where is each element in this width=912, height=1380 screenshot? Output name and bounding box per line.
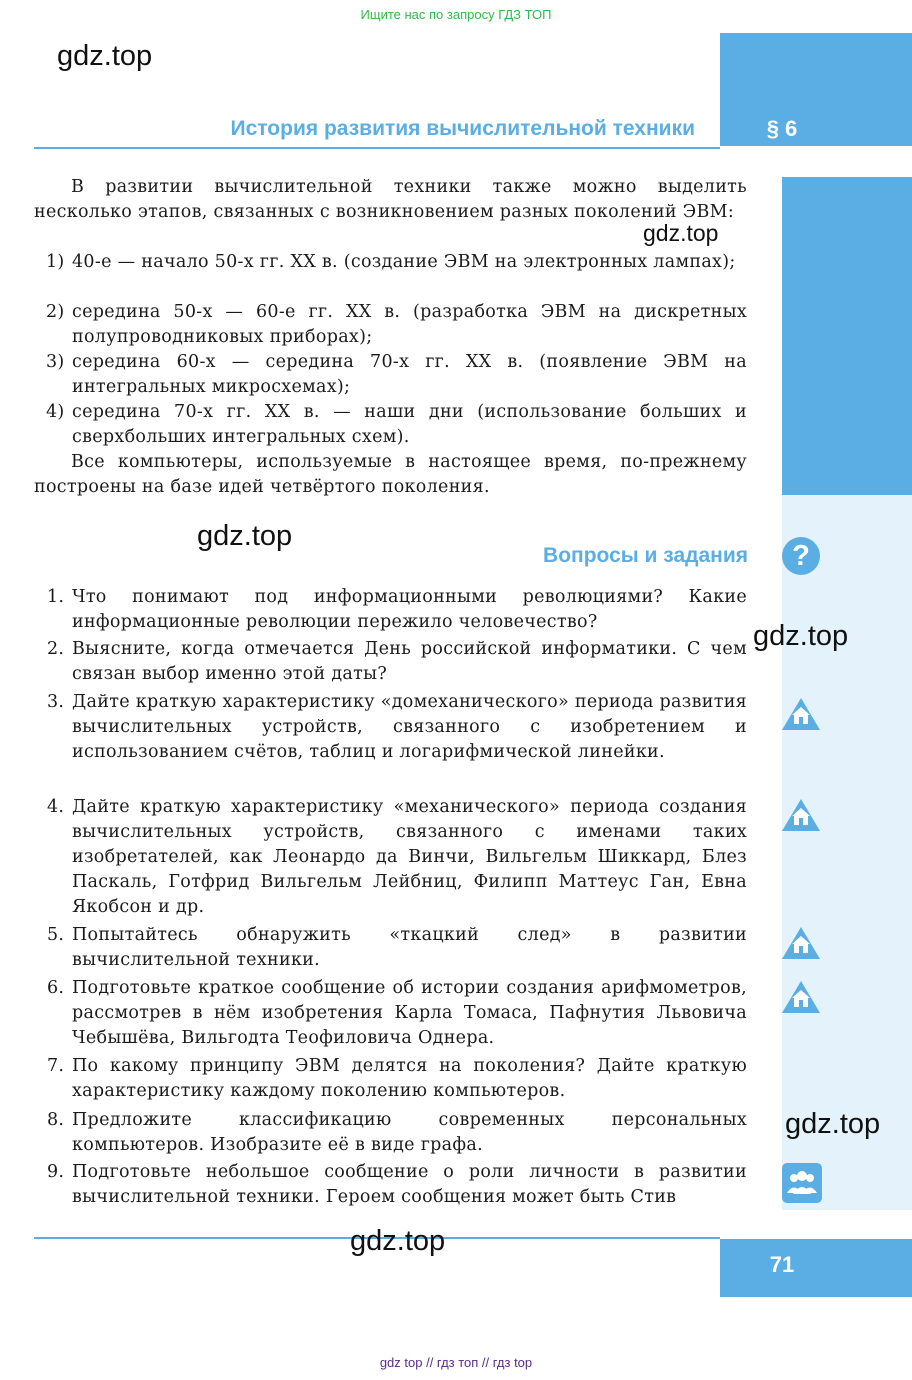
question-number: 3. xyxy=(47,692,65,712)
stage-text: середина 60-х — середина 70-х гг. XX в. (появление ЭВМ на интегральных микросхемах); xyxy=(72,352,747,397)
stage-item xyxy=(34,250,747,275)
stage-text: середина 50-х — 60-е гг. XX в. (разработка ЭВМ на дискретных полупроводниковых приборах); xyxy=(72,302,747,347)
chapter-title: История развития вычислительной техники xyxy=(230,117,695,140)
watermark: gdz.top xyxy=(643,220,719,246)
stage-number: 4) xyxy=(46,402,65,422)
question-text: Что понимают под информационными революциями? Какие информационные революции пережило человечество? xyxy=(72,587,747,632)
home-task-icon xyxy=(781,697,821,731)
home-task-icon xyxy=(781,980,821,1014)
watermark: gdz.top xyxy=(785,1108,881,1140)
question-icon: ? xyxy=(782,537,820,575)
stage-number: 3) xyxy=(46,352,65,372)
question-item xyxy=(34,1054,747,1104)
question-text: По какому принципу ЭВМ делятся на поколения? Дайте краткую характеристику каждому поколению компьютеров. xyxy=(72,1056,747,1101)
question-number: 4. xyxy=(47,797,65,817)
question-number: 1. xyxy=(47,587,65,607)
stage-item xyxy=(34,300,747,350)
question-item xyxy=(34,585,747,635)
search-banner: Ищите нас по запросу ГДЗ ТОП xyxy=(360,7,552,22)
question-text: Подготовьте небольшое сообщение о роли личности в развитии вычислительной техники. Героем сообщения может быть Стив xyxy=(72,1162,747,1207)
question-number: 7. xyxy=(47,1056,65,1076)
question-item xyxy=(34,795,747,920)
question-number: 8. xyxy=(47,1110,65,1130)
question-number: 6. xyxy=(47,978,65,998)
group-work-icon xyxy=(782,1163,822,1203)
questions-heading: Вопросы и задания xyxy=(543,544,748,567)
section-number: § 6 xyxy=(766,116,798,141)
side-panel xyxy=(782,495,912,1210)
question-item xyxy=(34,637,747,687)
intro-paragraph: В развитии вычислительной техники также можно выделить несколько этапов, связанных с возникновением разных поколений ЭВМ: xyxy=(34,177,747,222)
footer-links: gdz top // гдз топ // гдз top xyxy=(379,1355,533,1370)
question-number: 5. xyxy=(47,925,65,945)
watermark: gdz.top xyxy=(57,40,153,72)
question-text: Выясните, когда отмечается День российской информатики. С чем связан выбор именно этой даты? xyxy=(72,639,747,684)
home-task-icon xyxy=(781,926,821,960)
question-text: Предложите классификацию современных персональных компьютеров. Изобразите её в виде графа. xyxy=(72,1110,747,1155)
stage-item xyxy=(34,400,747,450)
question-item xyxy=(34,923,747,973)
question-item xyxy=(34,976,747,1051)
question-item xyxy=(34,690,747,765)
title-rule xyxy=(34,147,720,149)
question-text: Дайте краткую характеристику «механического» периода создания вычислительных устройств, связанного с именами таких изобретателей, как Леонардо да Винчи, Вильгельм Шиккард, Блез Паскаль, Готфрид Вильгельм Лейбниц, Филипп Маттеус Ган, Евна Якобсон и др. xyxy=(72,797,747,917)
question-text: Подготовьте краткое сообщение об истории создания арифмометров, рассмотрев в нём изобретения Карла Томаса, Пафнутия Львовича Чебышёва, Вильгодта Теофиловича Однера. xyxy=(72,978,747,1048)
home-task-icon xyxy=(781,798,821,832)
question-text: Дайте краткую характеристику «домеханического» периода развития вычислительных устройств, связанного с изобретением и использованием счётов, таблиц и логарифмической линейки. xyxy=(72,692,747,762)
question-number: 2. xyxy=(47,639,65,659)
watermark: gdz.top xyxy=(753,620,849,652)
question-item xyxy=(34,1160,747,1210)
stage-number: 1) xyxy=(46,252,65,272)
side-bar xyxy=(782,177,912,495)
question-item xyxy=(34,1108,747,1158)
watermark: gdz.top xyxy=(197,520,293,552)
conclusion-paragraph: Все компьютеры, используемые в настоящее время, по-прежнему построены на базе идей четвёртого поколения. xyxy=(34,452,747,497)
question-number: 9. xyxy=(47,1162,65,1182)
stage-text: середина 70-х гг. XX в. — наши дни (использование больших и сверхбольших интегральных схем). xyxy=(72,402,747,447)
watermark: gdz.top xyxy=(350,1225,446,1257)
stage-item xyxy=(34,350,747,400)
stage-text: 40-е — начало 50-х гг. XX в. (создание ЭВМ на электронных лампах); xyxy=(72,252,736,272)
page-number: 71 xyxy=(769,1252,795,1277)
question-text: Попытайтесь обнаружить «ткацкий след» в развитии вычислительной техники. xyxy=(72,925,747,970)
stage-number: 2) xyxy=(46,302,65,322)
